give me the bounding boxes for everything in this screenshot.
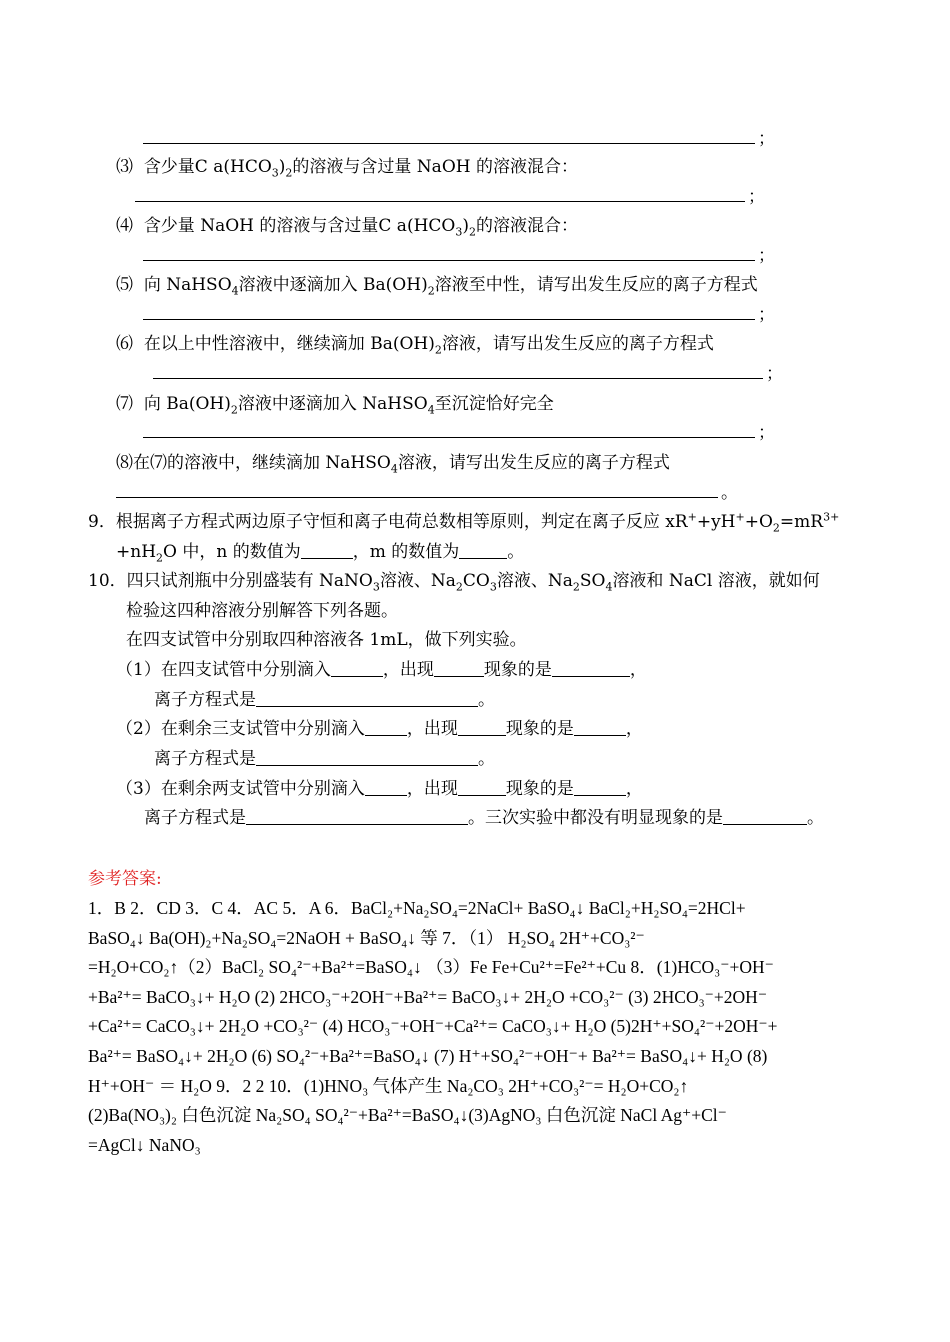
step1-equation-blank[interactable] xyxy=(256,690,478,707)
answer-line-8-6: ； xyxy=(153,363,783,385)
q10-step3: （3）在剩余两支试管中分别滴入 ，出现 现象的是 ， xyxy=(116,779,643,799)
q9-line1: 9．根据离子方程式两边原子守恒和离子电荷总数相等原则，判定在离子反应 $xR^++yH^++O_2=mR^{3+}$ xyxy=(88,510,840,535)
q8-part8: ⑻在⑺的溶液中，继续滴加 NaHSO$_4$溶液，请写出发生反应的离子方程式 xyxy=(116,453,670,476)
q10-step2-eq: 离子方程式是 。 xyxy=(154,749,495,769)
q8-part4: ⑷ 含少量 NaOH 的溶液与含过量C $a(HCO_3)_2$的溶液混合： xyxy=(116,216,578,239)
q10-line2: 检验这四种溶液分别解答下列各题。 xyxy=(126,601,398,621)
step2-reagent-blank[interactable] xyxy=(365,719,407,736)
answer-line-8-2: ； xyxy=(143,128,775,150)
answers-line-7: H⁺+OH⁻ ＝ H₂O 9．2 2 10．(1)HNO₃ 气体产生 Na₂CO₃ 2H⁺+CO₃²⁻= H₂O+CO₂↑ xyxy=(88,1076,689,1096)
answer-line-8-5: ； xyxy=(143,304,775,326)
m-value-blank[interactable] xyxy=(459,542,507,559)
step3-reagent-blank[interactable] xyxy=(365,779,407,796)
answers-line-6: Ba²⁺= BaSO₄↓+ 2H₂O (6) SO₄²⁻+Ba²⁺=BaSO₄↓ (7) H⁺+SO₄²⁻+OH⁻+ Ba²⁺= BaSO₄↓+ H₂O (8) xyxy=(88,1046,768,1066)
q8-part3: ⑶ 含少量C $a(HCO_3)_2$的溶液与含过量 NaOH 的溶液混合： xyxy=(116,157,578,180)
q9-line2: $+nH_2O$ 中，n 的数值为 ，m 的数值为 。 xyxy=(116,542,525,565)
step2-solution-blank[interactable] xyxy=(574,719,626,736)
step1-phenomenon-blank[interactable] xyxy=(434,660,484,677)
answers-line-3: =H₂O+CO₂↑（2）BaCl₂ SO₄²⁻+Ba²⁺=BaSO₄↓ （3）Fe Fe+Cu²⁺=Fe²⁺+Cu 8．(1)HCO₃⁻+OH⁻ xyxy=(88,957,774,977)
answer-line-8-8: 。 xyxy=(116,482,738,504)
step2-equation-blank[interactable] xyxy=(256,749,478,766)
answers-line-8: (2)Ba(NO₃)₂ 白色沉淀 Na₂SO₄ SO₄²⁻+Ba²⁺=BaSO₄↓(3)AgNO₃ 白色沉淀 NaCl Ag⁺+Cl⁻ xyxy=(88,1105,727,1125)
q10-line1: 10．四只试剂瓶中分别盛装有 NaNO$_3$溶液、$Na_2CO_3$溶液、$Na_2SO_4$溶液和 NaCl 溶液，就如何 xyxy=(88,571,820,594)
q10-line3: 在四支试管中分别取四种溶液各 1mL，做下列实验。 xyxy=(126,630,527,650)
answers-heading: 参考答案: xyxy=(88,869,162,889)
q10-step1: （1）在四支试管中分别滴入 ，出现 现象的是 ， xyxy=(116,660,647,680)
answer-line-8-4: ； xyxy=(143,245,775,267)
q8-part7: ⑺ 向 $Ba(OH)_2$溶液中逐滴加入 NaHSO$_4$至沉淀恰好完全 xyxy=(116,394,554,417)
answers-line-4: +Ba²⁺= BaCO₃↓+ H₂O (2) 2HCO₃⁻+2OH⁻+Ba²⁺= BaCO₃↓+ 2H₂O +CO₃²⁻ (3) 2HCO₃⁻+2OH⁻ xyxy=(88,987,768,1007)
q10-step3-eq: 离子方程式是 。三次实验中都没有明显现象的是 。 xyxy=(144,808,824,828)
n-value-blank[interactable] xyxy=(301,542,353,559)
step3-solution-blank[interactable] xyxy=(574,779,626,796)
q8-part6: ⑹ 在以上中性溶液中，继续滴加 $Ba(OH)_2$溶液，请写出发生反应的离子方程式 xyxy=(116,334,714,357)
step1-solution-blank[interactable] xyxy=(552,660,630,677)
answers-line-9: =AgCl↓ NaNO₃ xyxy=(88,1135,201,1155)
step3-equation-blank[interactable] xyxy=(246,808,468,825)
q10-step1-eq: 离子方程式是 。 xyxy=(154,690,495,710)
step2-phenomenon-blank[interactable] xyxy=(458,719,506,736)
step3-phenomenon-blank[interactable] xyxy=(458,779,506,796)
q10-step2: （2）在剩余三支试管中分别滴入 ，出现 现象的是 ， xyxy=(116,719,643,739)
no-phenomenon-blank[interactable] xyxy=(723,808,807,825)
answer-line-8-7: ； xyxy=(143,422,775,444)
answers-line-1: 1．B 2．CD 3．C 4．AC 5．A 6．BaCl₂+Na₂SO₄=2NaCl+ BaSO₄↓ BaCl₂+H₂SO₄=2HCl+ xyxy=(88,898,746,918)
q8-part5: ⑸ 向 NaHSO$_4$溶液中逐滴加入 $Ba(OH)_2$溶液至中性，请写出发生反应的离子方程式 xyxy=(116,275,758,298)
answers-line-2: BaSO₄↓ Ba(OH)₂+Na₂SO₄=2NaOH + BaSO₄↓ 等 7．（1） H₂SO₄ 2H⁺+CO₃²⁻ xyxy=(88,928,645,948)
answers-line-5: +Ca²⁺= CaCO₃↓+ 2H₂O +CO₃²⁻ (4) HCO₃⁻+OH⁻+Ca²⁺= CaCO₃↓+ H₂O (5)2H⁺+SO₄²⁻+2OH⁻+ xyxy=(88,1016,778,1036)
answer-line-8-3: ； xyxy=(135,186,765,208)
step1-reagent-blank[interactable] xyxy=(331,660,383,677)
